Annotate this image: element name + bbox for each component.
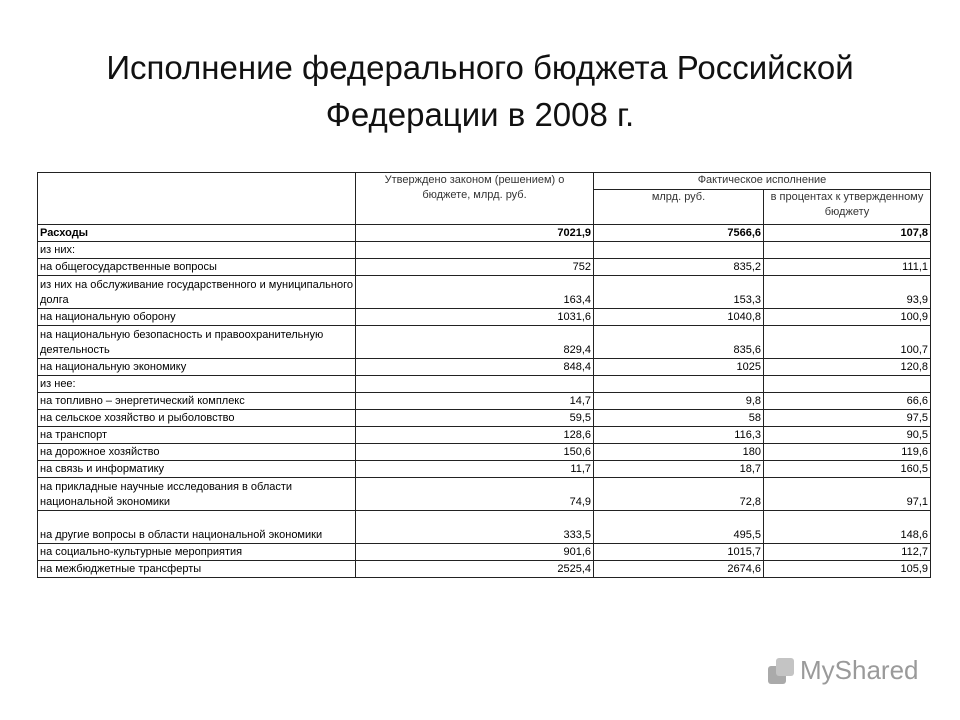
myshared-logo [768,655,919,686]
header-actual: Фактическое исполнение [594,173,931,190]
row-value-b [594,242,764,259]
row-value-a: 752 [356,259,594,276]
row-value-a: 2525,4 [356,561,594,578]
row-value-a: 59,5 [356,410,594,427]
header-approved: Утверждено законом (решением) о бюджете, млрд. руб. [356,173,594,225]
row-label: на топливно – энергетический комплекс [38,393,356,410]
table-row [38,427,931,444]
table-row [38,359,931,376]
table-row [38,511,931,544]
row-label: на национальную экономику [38,359,356,376]
row-value-a [356,376,594,393]
row-value-a: 829,4 [356,326,594,359]
row-value-b [594,376,764,393]
row-label: Расходы [38,225,356,242]
row-value-c: 93,9 [764,276,931,309]
row-value-a: 333,5 [356,511,594,544]
logo-text: MyShared [800,655,919,685]
row-value-c: 148,6 [764,511,931,544]
table-row [38,242,931,259]
row-value-c: 160,5 [764,461,931,478]
row-label: на дорожное хозяйство [38,444,356,461]
table-row [38,376,931,393]
row-value-a: 74,9 [356,478,594,511]
row-value-a: 901,6 [356,544,594,561]
row-value-b: 1040,8 [594,309,764,326]
row-value-c: 112,7 [764,544,931,561]
table-row [38,259,931,276]
row-value-b: 116,3 [594,427,764,444]
row-label: на другие вопросы в области национальной экономики [38,511,356,544]
row-value-c: 66,6 [764,393,931,410]
header-actual-bln: млрд. руб. [594,190,764,225]
table-row [38,544,931,561]
table-row [38,326,931,359]
row-value-c [764,376,931,393]
row-label: на сельское хозяйство и рыболовство [38,410,356,427]
row-value-b: 835,6 [594,326,764,359]
row-value-c: 119,6 [764,444,931,461]
row-value-b: 835,2 [594,259,764,276]
row-label: на национальную безопасность и правоохранительную деятельность [38,326,356,359]
row-value-a: 1031,6 [356,309,594,326]
row-value-b: 18,7 [594,461,764,478]
row-value-c: 90,5 [764,427,931,444]
row-value-c: 97,5 [764,410,931,427]
budget-table [37,172,931,578]
row-label: на национальную оборону [38,309,356,326]
row-value-b: 2674,6 [594,561,764,578]
row-value-c: 97,1 [764,478,931,511]
table-row [38,444,931,461]
title-line-2: Федерации в 2008 г. [325,96,635,133]
header-actual-pct: в процентах к утвержденному бюджету [764,190,931,225]
logo-icon [768,658,794,684]
row-label: на социально-культурные мероприятия [38,544,356,561]
row-value-c: 120,8 [764,359,931,376]
table-row [38,393,931,410]
row-value-c: 100,7 [764,326,931,359]
row-value-b: 9,8 [594,393,764,410]
row-value-a: 150,6 [356,444,594,461]
title-line-1: Исполнение федерального бюджета Российской [106,49,854,86]
row-label: на транспорт [38,427,356,444]
row-value-b: 58 [594,410,764,427]
row-value-a: 14,7 [356,393,594,410]
row-value-a: 7021,9 [356,225,594,242]
row-label: на прикладные научные исследования в области национальной экономики [38,478,356,511]
row-value-b: 72,8 [594,478,764,511]
table-row [38,461,931,478]
row-value-c: 105,9 [764,561,931,578]
table-row [38,410,931,427]
table-row [38,478,931,511]
row-value-c [764,242,931,259]
row-value-c: 100,9 [764,309,931,326]
row-value-a: 163,4 [356,276,594,309]
row-value-b: 180 [594,444,764,461]
row-value-a: 11,7 [356,461,594,478]
table-row [38,309,931,326]
table-row [38,561,931,578]
row-value-b: 153,3 [594,276,764,309]
row-label: из них: [38,242,356,259]
row-value-b: 1015,7 [594,544,764,561]
row-label: на связь и информатику [38,461,356,478]
row-value-a: 128,6 [356,427,594,444]
header-empty [38,173,356,225]
slide-title [0,44,960,138]
row-value-b: 7566,6 [594,225,764,242]
row-value-b: 495,5 [594,511,764,544]
table-row [38,276,931,309]
row-label: на общегосударственные вопросы [38,259,356,276]
row-value-a [356,242,594,259]
row-label: из нее: [38,376,356,393]
row-value-c: 111,1 [764,259,931,276]
row-value-b: 1025 [594,359,764,376]
row-value-c: 107,8 [764,225,931,242]
row-value-a: 848,4 [356,359,594,376]
row-label: из них на обслуживание государственного и муниципального долга [38,276,356,309]
table-row [38,225,931,242]
row-label: на межбюджетные трансферты [38,561,356,578]
